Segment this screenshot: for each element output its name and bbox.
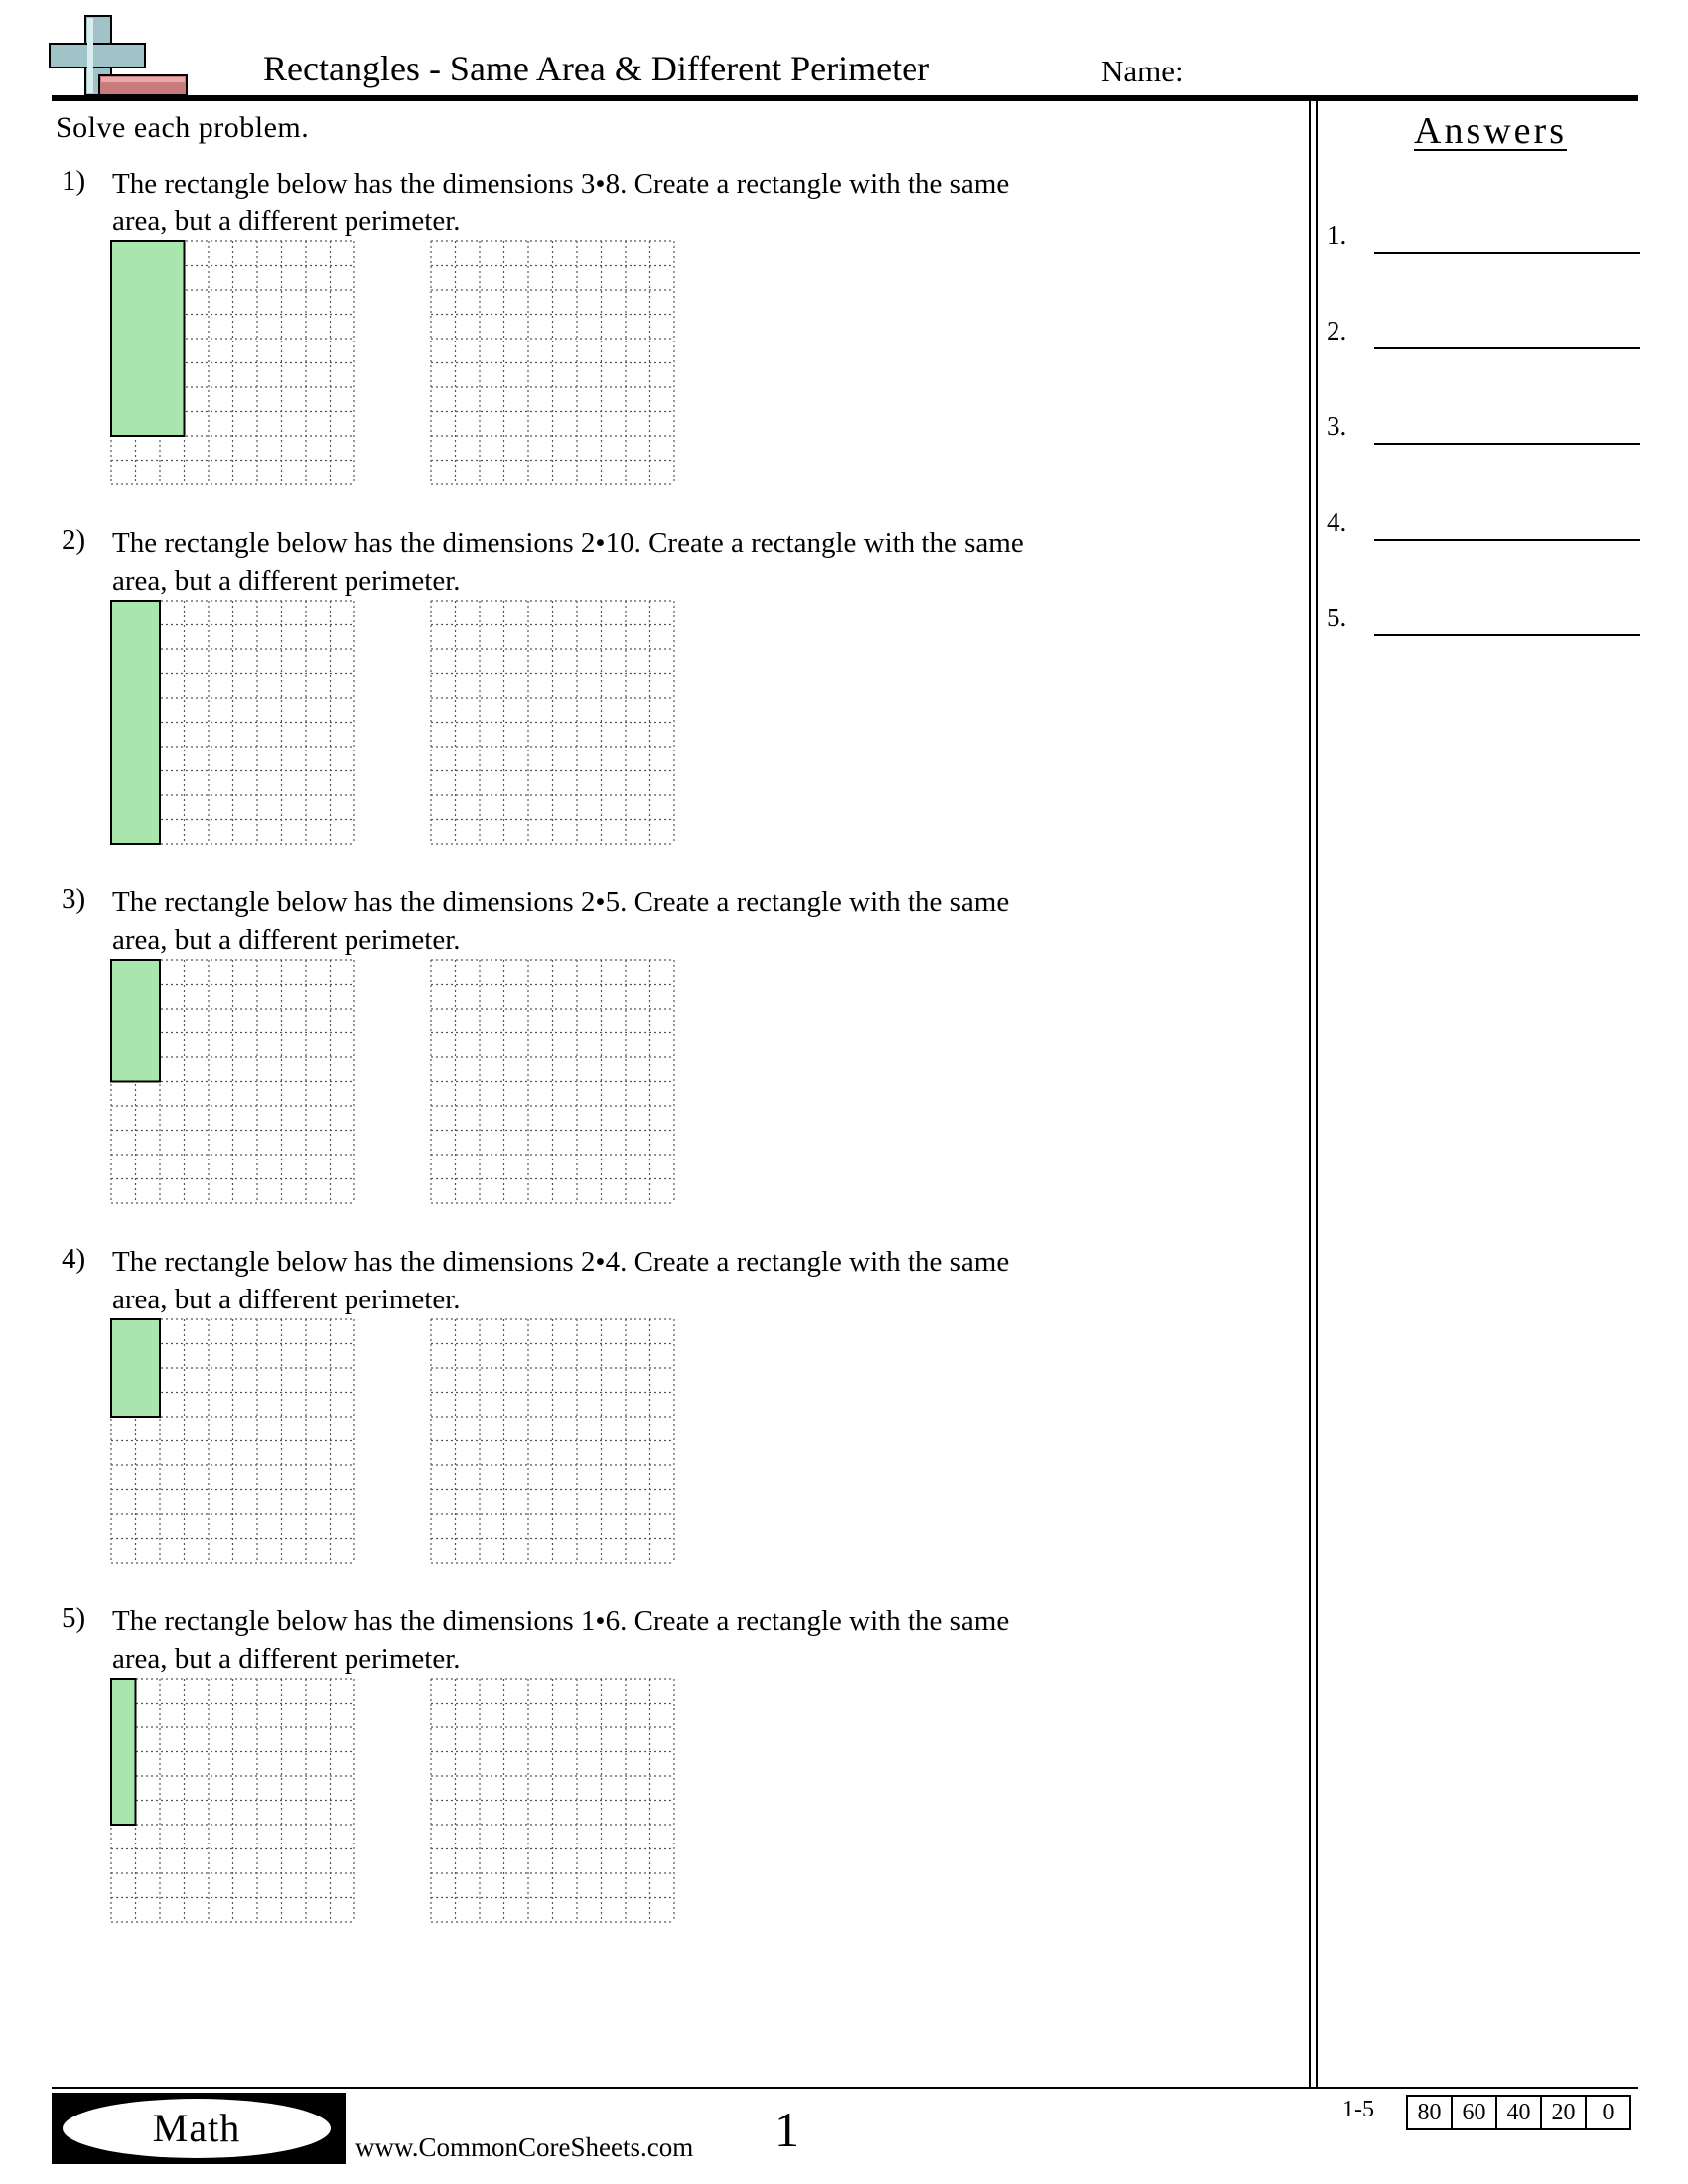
problem-text-line-2: area, but a different perimeter. — [112, 1284, 461, 1315]
score-cell: 20 — [1542, 2097, 1587, 2128]
answer-row-2 — [1327, 316, 1644, 355]
problem-text-line-2: area, but a different perimeter. — [112, 924, 461, 956]
answer-row-1 — [1327, 220, 1644, 260]
problem-number: 2) — [62, 524, 86, 556]
answer-drawing-grid[interactable] — [430, 1678, 678, 1926]
problem-number: 3) — [62, 884, 86, 915]
given-rectangle-grid — [110, 1318, 358, 1567]
problem-text-line-1: The rectangle below has the dimensions 2•4. Create a rectangle with the same — [112, 1246, 1010, 1278]
answer-column-divider-inner — [1316, 101, 1318, 2089]
answer-drawing-grid[interactable] — [430, 1318, 678, 1567]
answer-row-3 — [1327, 411, 1644, 451]
problem-text — [112, 1602, 1204, 1678]
answer-column-divider — [1309, 101, 1311, 2089]
page-number: 1 — [774, 2102, 799, 2157]
answer-number: 4. — [1327, 507, 1347, 537]
problem-3 — [62, 884, 1283, 1241]
given-rectangle — [111, 960, 160, 1082]
answer-number: 5. — [1327, 603, 1347, 632]
given-rectangle — [111, 1319, 160, 1417]
problem-number: 1) — [62, 165, 86, 197]
instructions: Solve each problem. — [56, 111, 310, 144]
problem-1 — [62, 165, 1283, 522]
answer-row-5 — [1327, 603, 1644, 642]
problem-text — [112, 884, 1204, 959]
answer-blank[interactable] — [1374, 443, 1640, 445]
problem-text-line-1: The rectangle below has the dimensions 2•10. Create a rectangle with the same — [112, 527, 1024, 559]
header-divider — [52, 95, 1638, 101]
answer-row-4 — [1327, 507, 1644, 547]
answer-blank[interactable] — [1374, 539, 1640, 541]
answer-blank[interactable] — [1374, 347, 1640, 349]
given-rectangle-grid — [110, 1678, 358, 1926]
problem-text — [112, 165, 1204, 240]
score-cell: 40 — [1497, 2097, 1542, 2128]
problem-number: 5) — [62, 1602, 86, 1634]
problem-2 — [62, 524, 1283, 882]
problem-4 — [62, 1243, 1283, 1600]
score-cell: 60 — [1453, 2097, 1497, 2128]
problem-text-line-1: The rectangle below has the dimensions 2•5. Create a rectangle with the same — [112, 887, 1010, 918]
score-cell: 0 — [1587, 2097, 1631, 2128]
score-range-label: 1-5 — [1342, 2097, 1374, 2122]
given-rectangle-grid — [110, 959, 358, 1207]
answer-drawing-grid[interactable] — [430, 959, 678, 1207]
answer-drawing-grid[interactable] — [430, 240, 678, 488]
score-cell: 80 — [1408, 2097, 1453, 2128]
worksheet-title: Rectangles - Same Area & Different Perimeter — [263, 49, 930, 88]
plus-eraser-logo-icon — [46, 14, 191, 99]
answer-number: 2. — [1327, 316, 1347, 345]
problem-text-line-2: area, but a different perimeter. — [112, 565, 461, 597]
given-rectangle — [111, 1679, 136, 1825]
given-rectangle — [111, 241, 185, 436]
answers-heading: Answers — [1414, 110, 1567, 152]
problem-text-line-1: The rectangle below has the dimensions 1•6. Create a rectangle with the same — [112, 1605, 1010, 1637]
answer-drawing-grid[interactable] — [430, 600, 678, 848]
website-link[interactable]: www.CommonCoreSheets.com — [355, 2132, 694, 2162]
answer-number: 1. — [1327, 220, 1347, 250]
given-rectangle-grid — [110, 600, 358, 848]
problem-5 — [62, 1602, 1283, 1960]
name-label: Name: — [1101, 54, 1184, 88]
given-rectangle-grid — [110, 240, 358, 488]
problem-text — [112, 1243, 1204, 1318]
problem-number: 4) — [62, 1243, 86, 1275]
given-rectangle — [111, 601, 160, 844]
score-table — [1406, 2095, 1631, 2130]
footer-divider — [52, 2087, 1638, 2089]
math-badge-label: Math — [152, 2106, 241, 2150]
answer-number: 3. — [1327, 411, 1347, 441]
problem-text-line-2: area, but a different perimeter. — [112, 1643, 461, 1675]
problem-text-line-2: area, but a different perimeter. — [112, 205, 461, 237]
problem-text-line-1: The rectangle below has the dimensions 3•8. Create a rectangle with the same — [112, 168, 1010, 200]
answer-blank[interactable] — [1374, 252, 1640, 254]
problem-text — [112, 524, 1204, 600]
answer-blank[interactable] — [1374, 634, 1640, 636]
